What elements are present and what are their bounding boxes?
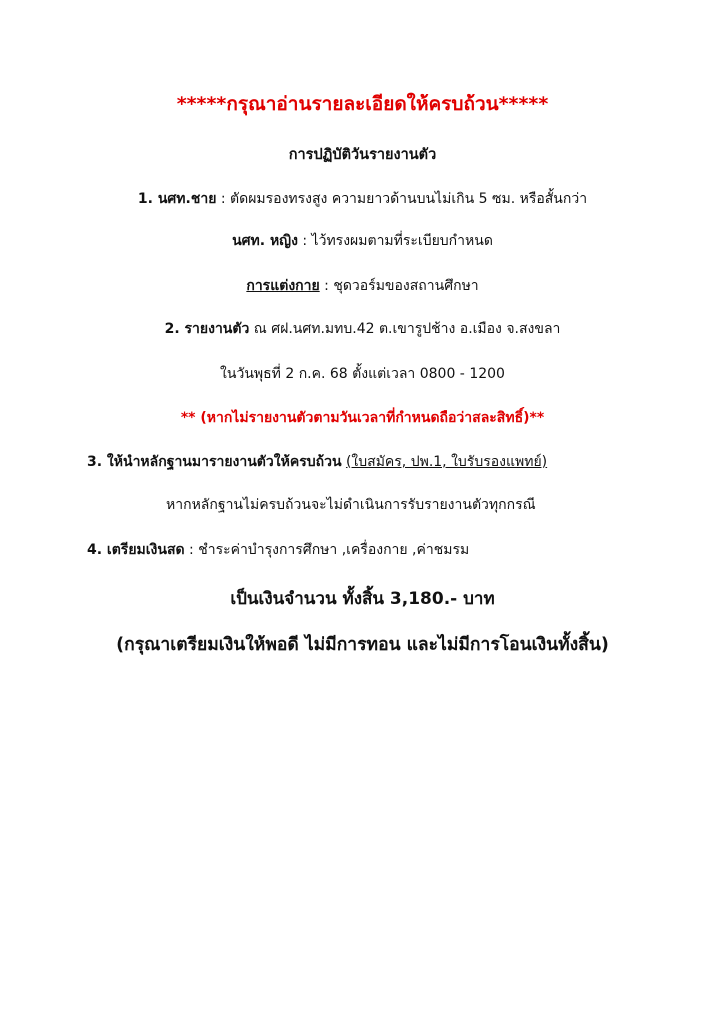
report-label: 2. รายงานตัว xyxy=(164,321,250,337)
male-label: 1. นศท.ชาย xyxy=(137,191,217,207)
report-date: ในวันพุธที่ 2 ก.ค. 68 ตั้งแต่เวลา 0800 - 1200 xyxy=(220,366,505,382)
dress-text: : ชุดวอร์มของสถานศึกษา xyxy=(319,278,479,294)
report-location xyxy=(0,321,725,338)
female-text: : ไว้ทรงผมตามที่ระเบียบกำหนด xyxy=(297,233,493,249)
forfeit-warning: ** (หากไม่รายงานตัวตามวันเวลาที่กำหนดถือว่าสละสิทธิ์)** xyxy=(180,410,545,426)
female-label: นศท. หญิง xyxy=(232,233,298,249)
cash-rule xyxy=(87,542,469,559)
male-text: : ตัดผมรองทรงสูง ความยาวด้านบนไม่เกิน 5 ซม. หรือสั้นกว่า xyxy=(216,191,588,207)
female-haircut-rule xyxy=(0,233,725,250)
report-text: ณ ศฝ.นศท.มทบ.42 ต.เขารูปช้าง อ.เมือง จ.สงขลา xyxy=(249,321,561,337)
cash-text: : ชำระค่าบำรุงการศึกษา ,เครื่องกาย ,ค่าชมรม xyxy=(184,542,470,558)
documents-rule xyxy=(87,454,547,471)
total-amount: เป็นเงินจำนวน ทั้งสิ้น 3,180.- บาท xyxy=(230,589,495,609)
documents-label: 3. ให้นำหลักฐานมารายงานตัวให้ครบถ้วน xyxy=(87,454,342,470)
documents-list: (ใบสมัคร, ปพ.1, ใบรับรองแพทย์) xyxy=(345,454,548,470)
male-haircut-rule xyxy=(0,191,725,208)
page-title: การปฏิบัติวันรายงานตัว xyxy=(288,147,437,163)
dress-code-rule xyxy=(0,278,725,295)
cash-label: 4. เตรียมเงินสด xyxy=(87,542,185,558)
dress-label: การแต่งกาย xyxy=(246,278,320,294)
header-notice: *****กรุณาอ่านรายละเอียดให้ครบถ้วน***** xyxy=(176,93,549,115)
payment-note: (กรุณาเตรียมเงินให้พอดี ไม่มีการทอน และไม่มีการโอนเงินทั้งสิ้น) xyxy=(116,635,609,655)
documents-note: หากหลักฐานไม่ครบถ้วนจะไม่ดำเนินการรับรายงานตัวทุกกรณี xyxy=(166,497,536,513)
